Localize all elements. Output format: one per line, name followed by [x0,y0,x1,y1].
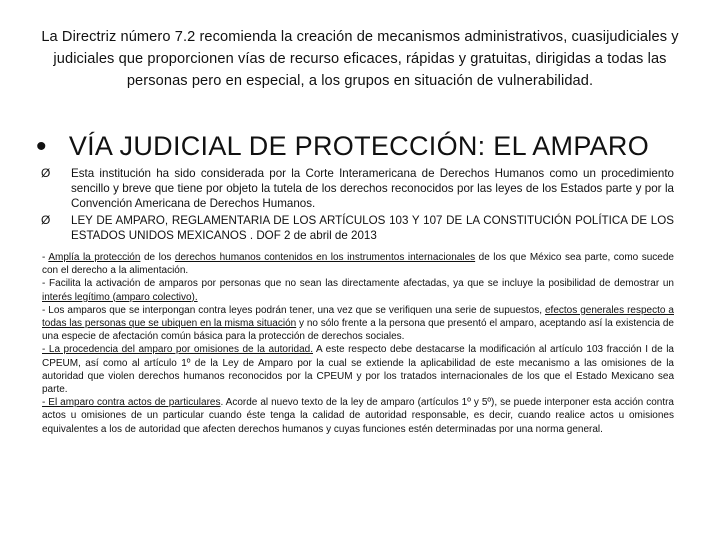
list-item [41,213,674,243]
section-title: VÍA JUDICIAL DE PROTECCIÓN: EL AMPARO [68,131,650,161]
list-item [41,166,674,211]
note-paragraph [42,304,674,344]
note-paragraph [42,343,674,396]
note-paragraph [42,396,674,436]
note-underlined-text: interés legítimo (amparo colectivo). [42,291,198,303]
note-text: de los [140,252,175,263]
note-text: - [42,252,49,263]
bullet-icon: • [36,129,47,163]
intro-paragraph: La Directriz número 7.2 recomienda la creación de mecanismos administrativos, cuasijudiciales y judiciales que proporcionen vías de recurso eficaces, rápidas y gratuitas, dirigidas a todas las personas pero en especial, a los grupos en situación de vulnerabilidad. [41,29,679,89]
notes-block [42,251,674,436]
note-text: A este respecto debe destacarse la modificación al artículo 103 fracción I de la CPEUM, así como al artículo 1º de la Ley de Amparo por la cual se extiende la aplicabilidad de este mecanismo a las omisiones de la autoridad que violen derechos humanos reconocidos por la CPEUM y por los tratados internacionales de los que el Estado Mexicano sea parte. [42,344,674,396]
note-underlined-text: Amplía la protección [48,252,141,263]
note-text: de los que México sea parte, como sucede con el derecho a la alimentación. [42,252,674,277]
section-heading [36,131,696,162]
note-underlined-text: efectos generales respecto a todas las personas que se ubiquen en la misma situación [42,304,674,330]
note-underlined-text: - La procedencia del amparo por omisiones de la autoridad. [42,344,313,356]
note-underlined-text: - El amparo contra actos de particulares [42,397,221,409]
note-underlined-text: derechos humanos contenidos en los instrumentos internacionales [174,252,476,263]
note-text: . Acorde al nuevo texto de la ley de amparo (artículos 1º y 5º), se puede interponer esta acción contra actos u omisiones de un particular cuando éste tenga la calidad de autoridad responsable, es decir, cuando realice actos u omisiones equivalentes a los de autoridad que afecten derechos humanos y cuyas funciones estén determinadas por una norma general. [42,397,674,435]
note-paragraph [42,251,674,277]
arrow-bullet-list [41,166,674,245]
arrow-bullet-icon: Ø [41,213,51,227]
list-item-text: LEY DE AMPARO, REGLAMENTARIA DE LOS ARTÍCULOS 103 Y 107 DE LA CONSTITUCIÓN POLÍTICA DE LOS ESTADOS UNIDOS MEXICANOS . DOF 2 de abril de 2013 [71,214,674,242]
list-item-text: Esta institución ha sido considerada por la Corte Interamericana de Derechos Humanos como un procedimiento sencillo y breve que tiene por objeto la tutela de los derechos reconocidos por las leyes de los Estados parte y por la Convención Americana de Derechos Humanos. [71,167,674,210]
note-paragraph [42,277,674,303]
note-text: - Los amparos que se interpongan contra leyes podrán tener, una vez que se verifiquen una serie de supuestos, [42,304,545,316]
note-text: y no sólo frente a la persona que presentó el amparo, aceptando así la existencia de una especie de afectación común básica para la protección de derechos sociales. [42,318,674,343]
note-text: - Facilita la activación de amparos por personas que no sean las directamente afectadas, ya que se incluye la posibilidad de demostrar un [42,278,674,290]
arrow-bullet-icon: Ø [41,166,51,180]
